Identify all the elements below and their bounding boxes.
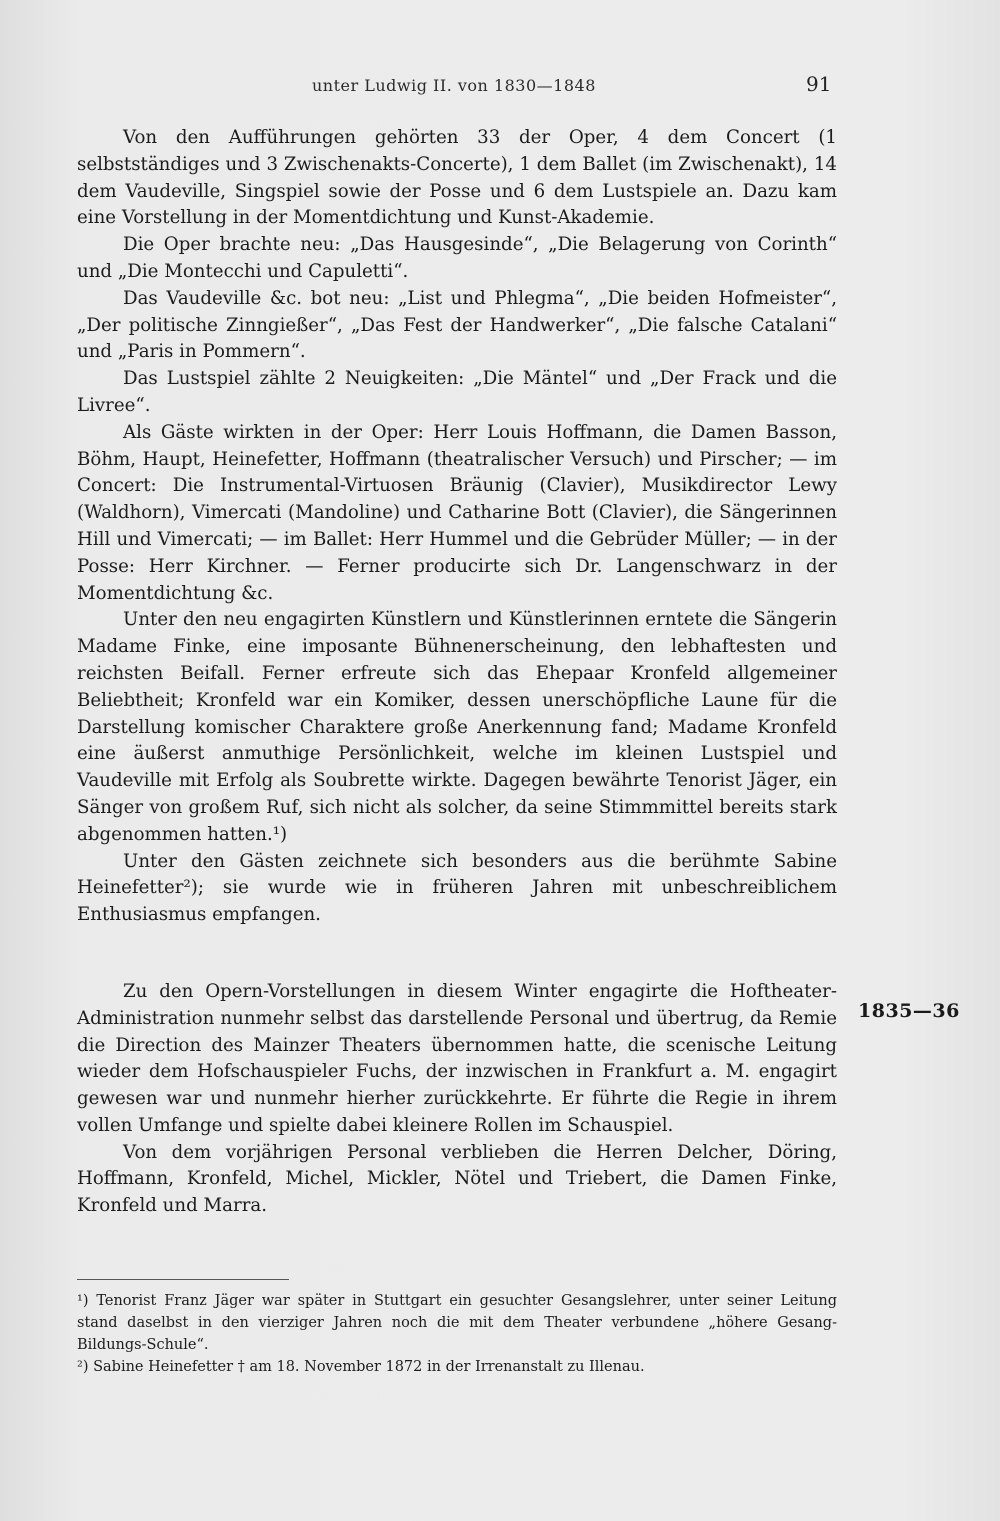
paragraph: Unter den neu engagirten Künstlern und Künstlerinnen erntete die Sängerin Madame Finke, eine imposante Bühnenerscheinung, den lebhaftesten und reichsten Beifall. Ferner erfreute sich das Ehepaar Kronfeld allgemeiner Beliebtheit; Kronfeld war ein Komiker, dessen unerschöpfliche Laune für die Darstellung komischer Charaktere große Anerkennung fand; Madame Kronfeld eine äußerst anmuthige Persönlichkeit, welche im kleinen Lustspiel und Vaudeville mit Erfolg als Soubrette wirkte. Dagegen bewährte Tenorist Jäger, ein Sänger von großem Ruf, sich nicht als solcher, da seine Stimmmittel bereits stark abgenommen hatten.¹) [77, 609, 837, 845]
main-text [77, 125, 837, 1220]
running-head: unter Ludwig II. von 1830—1848 [312, 76, 596, 95]
section-gap [77, 929, 837, 979]
paragraph: Die Oper brachte neu: „Das Hausgesinde“, „Die Belagerung von Corinth“ und „Die Montecchi und Capuletti“. [77, 234, 837, 282]
footnote: ¹) Tenorist Franz Jäger war später in Stuttgart ein gesuchter Gesangslehrer, unter seiner Leitung stand daselbst in den vierziger Jahren noch die mit dem Theater verbundene „höhere Gesang-Bildungs-Schule“. [77, 1293, 837, 1353]
page-number: 91 [806, 72, 832, 96]
footnote-divider [77, 1279, 289, 1280]
paragraph: Von dem vorjährigen Personal verblieben die Herren Delcher, Döring, Hoffmann, Kronfeld, Michel, Mickler, Nötel und Triebert, die Damen Finke, Kronfeld und Marra. [77, 1141, 837, 1217]
footnote: ²) Sabine Heinefetter † am 18. November 1872 in der Irrenanstalt zu Illenau. [77, 1359, 645, 1375]
paragraph: Unter den Gästen zeichnete sich besonders aus die berühmte Sabine Heinefetter²); sie wurde wie in früheren Jahren mit unbeschreiblichem Enthusiasmus empfangen. [77, 850, 837, 926]
paragraph: Von den Aufführungen gehörten 33 der Oper, 4 dem Concert (1 selbstständiges und 3 Zwischenakts-Concerte), 1 dem Ballet (im Zwischenakt), 14 dem Vaudeville, Singspiel sowie der Posse und 6 dem Lustspiele an. Dazu kam eine Vorstellung in der Momentdichtung und Kunst-Akademie. [77, 127, 837, 229]
margin-year-note: 1835—36 [858, 1000, 960, 1022]
paragraph: Das Vaudeville &c. bot neu: „List und Phlegma“, „Die beiden Hofmeister“, „Der politische Zinngießer“, „Das Fest der Handwerker“, „Die falsche Catalani“ und „Paris in Pommern“. [77, 287, 837, 363]
footnotes [77, 1290, 837, 1378]
paragraph: Das Lustspiel zählte 2 Neuigkeiten: „Die Mäntel“ und „Der Frack und die Livree“. [77, 368, 837, 416]
paragraph: Als Gäste wirkten in der Oper: Herr Louis Hoffmann, die Damen Basson, Böhm, Haupt, Heinefetter, Hoffmann (theatralischer Versuch) und Pirscher; — im Concert: Die Instrumental-Virtuosen Bräunig (Clavier), Musikdirector Lewy (Waldhorn), Vimercati (Mandoline) und Catharine Bott (Clavier), die Sängerinnen Hill und Vimercati; — im Ballet: Herr Hummel und die Gebrüder Müller; — in der Posse: Herr Kirchner. — Ferner producirte sich Dr. Langenschwarz in der Momentdichtung &c. [77, 421, 837, 604]
paragraph: Zu den Opern-Vorstellungen in diesem Winter engagirte die Hoftheater-Administration nunmehr selbst das darstellende Personal und übertrug, da Remie die Direction des Mainzer Theaters übernommen hatte, die scenische Leitung wieder dem Hofschauspieler Fuchs, der inzwischen in Frankfurt a. M. engagirt gewesen war und nunmehr hierher zurückkehrte. Er führte die Regie in ihrem vollen Umfange und spielte dabei kleinere Rollen im Schauspiel. [77, 980, 837, 1136]
